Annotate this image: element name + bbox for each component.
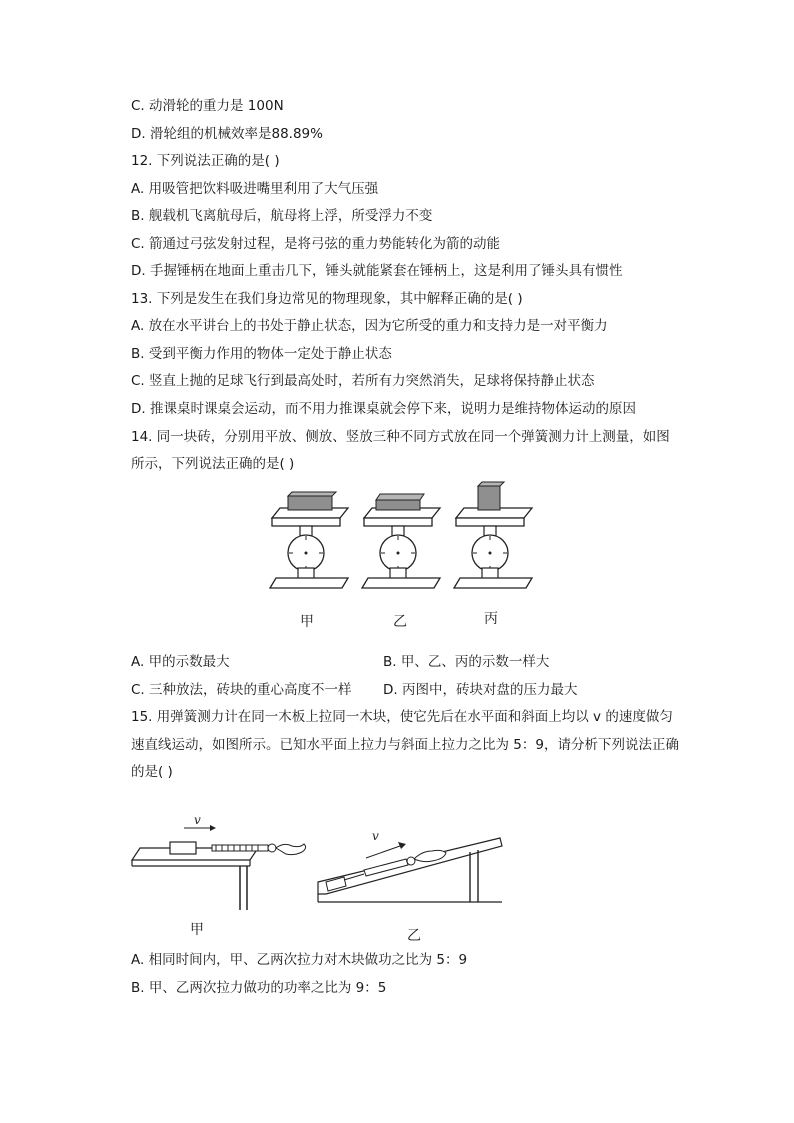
fig14-label-jia: 甲: [300, 614, 314, 630]
q12-stem: 12. 下列说法正确的是( ): [131, 153, 280, 169]
fig15-label-jia: 甲: [190, 922, 204, 938]
q15-stem-line1: 15. 用弹簧测力计在同一木板上拉同一木块，使它先后在水平面和斜面上均以 v 的速度做匀: [131, 709, 673, 725]
q14-option-d: D. 丙图中，砖块对盘的压力最大: [383, 682, 578, 698]
q13-stem: 13. 下列是发生在我们身边常见的物理现象，其中解释正确的是( ): [131, 291, 523, 307]
velocity-label-yi: v: [372, 829, 379, 843]
figure-14-spring-scales: [260, 480, 540, 600]
q14-option-c: C. 三种放法，砖块的重心高度不一样: [131, 682, 352, 698]
q15-stem-line2: 速直线运动，如图所示。已知水平面上拉力与斜面上拉力之比为 5：9，请分析下列说法正确: [131, 737, 679, 753]
fig15-label-yi: 乙: [407, 928, 421, 944]
q15-option-a: A. 相同时间内，甲、乙两次拉力对木块做功之比为 5：9: [131, 952, 468, 968]
q13-option-d: D. 推课桌时课桌会运动，而不用力推课桌就会停下来，说明力是维持物体运动的原因: [131, 401, 636, 417]
q12-option-b: B. 舰载机飞离航母后，航母将上浮，所受浮力不变: [131, 208, 433, 224]
scale-jia: [270, 492, 348, 588]
q13-option-a: A. 放在水平讲台上的书处于静止状态，因为它所受的重力和支持力是一对平衡力: [131, 318, 608, 334]
scale-bing: [454, 482, 532, 588]
q14-option-b: B. 甲、乙、丙的示数一样大: [383, 654, 550, 670]
figure-15-pulling-block: [130, 810, 510, 925]
setup-yi-incline: [318, 838, 502, 902]
q12-option-c: C. 箭通过弓弦发射过程，是将弓弦的重力势能转化为箭的动能: [131, 236, 501, 252]
velocity-label-jia: v: [194, 813, 201, 827]
q15-option-b: B. 甲、乙两次拉力做功的功率之比为 9：5: [131, 980, 387, 996]
q11-option-c: C. 动滑轮的重力是 100N: [131, 98, 284, 114]
q15-stem-line3: 的是( ): [131, 764, 173, 780]
fig14-label-bing: 丙: [484, 611, 498, 627]
q14-stem-line2: 所示，下列说法正确的是( ): [131, 456, 295, 472]
scale-yi: [362, 494, 440, 588]
fig14-label-yi: 乙: [393, 614, 407, 630]
q13-option-b: B. 受到平衡力作用的物体一定处于静止状态: [131, 346, 392, 362]
setup-jia-table: [132, 825, 306, 910]
q11-option-d: D. 滑轮组的机械效率是88.89%: [131, 126, 323, 142]
q14-option-a: A. 甲的示数最大: [131, 654, 230, 670]
q12-option-a: A. 用吸管把饮料吸进嘴里利用了大气压强: [131, 181, 379, 197]
q13-option-c: C. 竖直上抛的足球飞行到最高处时，若所有力突然消失，足球将保持静止状态: [131, 373, 595, 389]
q14-stem-line1: 14. 同一块砖，分别用平放、侧放、竖放三种不同方式放在同一个弹簧测力计上测量，如图: [131, 429, 670, 445]
q12-option-d: D. 手握锤柄在地面上重击几下，锤头就能紧套在锤柄上，这是利用了锤头具有惯性: [131, 263, 623, 279]
